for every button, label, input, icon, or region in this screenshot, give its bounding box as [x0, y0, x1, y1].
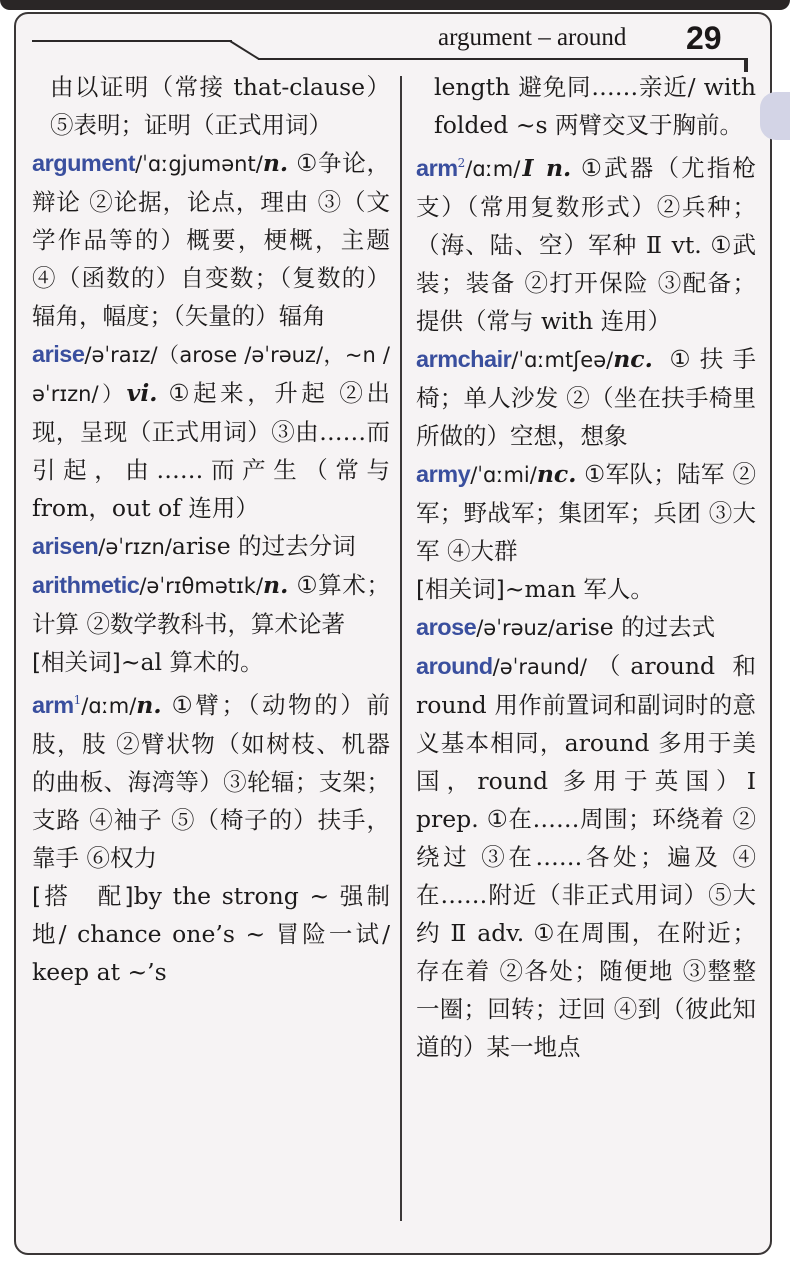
pronunciation: /ˈɑːmtʃeə/ [511, 347, 614, 372]
dictionary-entry [416, 647, 756, 1066]
dictionary-entry [416, 608, 756, 647]
definition: ①起来，升起 ②出现，呈现（正式用词）③由……而引起，由……而产生（常与 from，out of 连用） [32, 379, 390, 522]
definition: ①武器（尤指枪支）（常用复数形式）②兵种；（海、陆、空）军种 Ⅱ vt. ①武装；装备 ②打开保险 ③配备；提供（常与 with 连用） [416, 153, 756, 335]
dictionary-page [14, 12, 772, 1255]
dictionary-entry [416, 455, 756, 570]
headword: arise [32, 341, 85, 367]
headword: around [416, 652, 493, 679]
headword: armchair [416, 345, 512, 372]
header-rule-slant [229, 40, 259, 60]
pronunciation: /əˈrəuz/ [476, 615, 555, 640]
pronunciation: /əˈraund/ [492, 654, 587, 679]
header-rule-left [32, 40, 232, 42]
dictionary-entry [32, 144, 390, 335]
definition: arise 的过去式 [554, 612, 716, 641]
note-text: by the strong ~ 强制地/ chance one’s ~ 冒险一试/ keep at ~’s [32, 881, 390, 986]
part-of-speech: n. [263, 571, 289, 599]
dictionary-entry [416, 144, 756, 340]
related-words-note [32, 643, 390, 681]
definition: ①算术；计算 ②数学教科书，算术论著 [32, 571, 390, 638]
entry-continuation [416, 68, 756, 144]
dictionary-entry [32, 335, 390, 527]
page-top-edge [0, 0, 790, 10]
definition: ①军队；陆军 ②军；野战军；集团军；兵团 ③大军 ④大群 [416, 459, 756, 565]
headword: arithmetic [32, 572, 140, 598]
part-of-speech: nc. [613, 344, 653, 373]
definition: ①争论，辩论 ②论据，论点，理由 ③（文学作品等的）概要，梗概，主题 ④（函数的）自变数；（复数的）辐角，幅度；（矢量的）辐角 [32, 149, 390, 330]
definition: （around 和 round 用作前置词和副词时的意义基本相同，around 多用于美国，round 多用于英国）Ⅰ prep. ①在……周围；环绕着 ②绕过 ③在……各处；遍及 ④在……附近（非正式用词）⑤大约 Ⅱ adv. ①在周围，在附近；存在着 ②各处；随便地 ③整整一圈；回转；迂回 ④到（彼此知道的）某一地点 [416, 651, 756, 1061]
header-rule-right [258, 58, 746, 60]
pronunciation: /ɑːm/ [465, 156, 521, 181]
pronunciation: /ɑːm/ [81, 693, 137, 718]
definition: ①扶手椅；单人沙发 ②（坐在扶手椅里所做的）空想，想象 [416, 344, 756, 450]
dictionary-entry [32, 527, 390, 566]
column-divider [400, 76, 402, 1221]
definition: ①臂；（动物的）前肢，肢 ②臂状物（如树枝、机器的曲板、海湾等）③轮辐；支架；支路 ④袖子 ⑤（椅子的）扶手，靠手 ⑥权力 [32, 690, 390, 872]
headword: arm [416, 154, 458, 181]
part-of-speech: n. [262, 149, 289, 177]
entry-continuation [32, 68, 390, 144]
related-words-note [32, 877, 390, 991]
headword: arisen [32, 533, 99, 559]
note-text: ~man 军人。 [504, 574, 654, 603]
headword: arm [32, 691, 74, 718]
note-label: [搭 配] [32, 881, 134, 910]
dictionary-entry [32, 681, 390, 877]
entry-text: length 避免同……亲近/ with folded ~s 两臂交叉于胸前。 [434, 73, 756, 139]
part-of-speech: vi. [126, 379, 158, 407]
headword: arose [416, 613, 477, 640]
note-label: [相关词] [416, 574, 505, 603]
homograph-number: 1 [73, 693, 82, 707]
homograph-number: 2 [457, 156, 466, 170]
part-of-speech: n. [136, 690, 162, 719]
part-of-speech: nc. [536, 459, 577, 488]
related-words-note [416, 570, 756, 608]
entry-text: 由以证明（常接 that-clause）⑤表明；证明（正式用词） [50, 73, 390, 139]
thumb-index-tab [760, 92, 790, 140]
note-text: ~al 算术的。 [120, 648, 264, 676]
dictionary-entry [416, 340, 756, 455]
pronunciation: /əˈrɪzn/ [98, 535, 172, 559]
part-of-speech: Ⅰ n. [520, 153, 572, 182]
right-column [416, 68, 756, 1066]
pronunciation: /ˈɑːmi/ [470, 462, 537, 487]
dictionary-entry [32, 566, 390, 643]
definition: arise 的过去分词 [171, 532, 356, 560]
page-number: 29 [686, 20, 722, 56]
running-head: argument – around [438, 24, 627, 51]
left-column [32, 68, 390, 991]
pronunciation: /əˈrɪθmətɪk/ [139, 574, 264, 598]
headword: argument [32, 150, 136, 176]
note-label: [相关词] [32, 648, 121, 676]
pronunciation: /əˈraɪz/（arose /əˈrəuz/，~n /əˈrɪzn/） [32, 343, 390, 406]
headword: army [416, 460, 471, 487]
pronunciation: /ˈɑːgjumənt/ [135, 152, 263, 176]
